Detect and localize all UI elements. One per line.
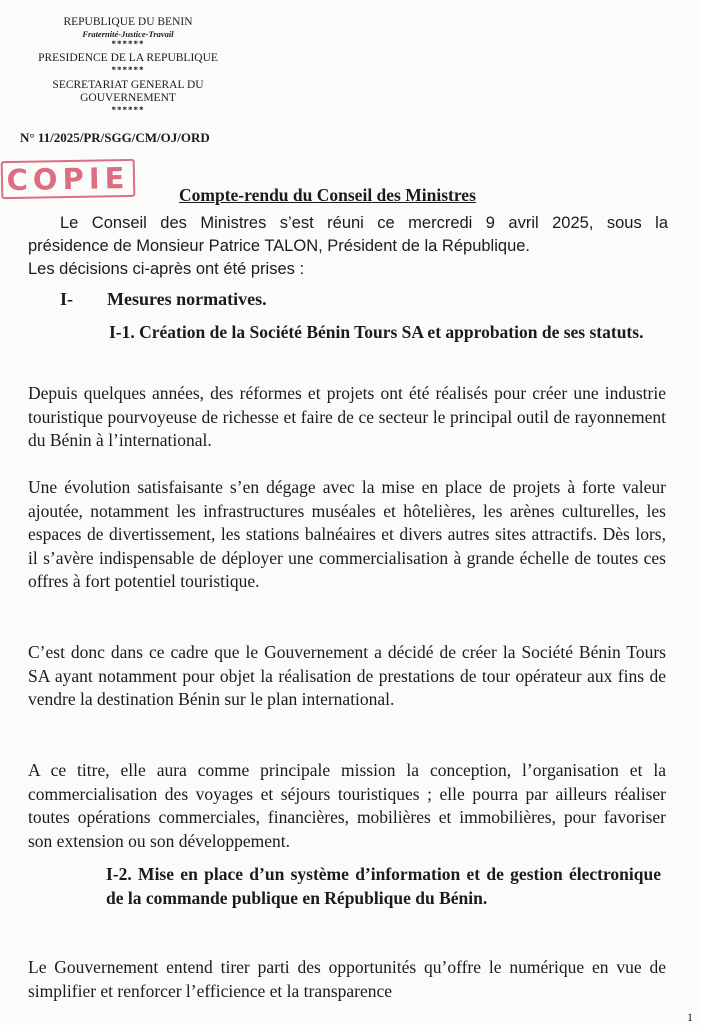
letterhead [28, 16, 228, 115]
section-number: I- [60, 289, 73, 309]
national-motto: Fraternité-Justice-Travail [82, 29, 174, 39]
subsection-1-heading: I-1. Création de la Société Bénin Tours SA et approbation de ses statuts. [109, 322, 644, 342]
intro-line-1: Le Conseil des Ministres s’est réuni ce mercredi 9 avril 2025, sous la [60, 214, 668, 232]
page-number: 1 [687, 1010, 693, 1024]
separator-stars: ****** [111, 39, 145, 49]
intro-line-2: présidence de Monsieur Patrice TALON, Président de la République. [28, 237, 531, 255]
document-title: Compte-rendu du Conseil des Ministres [179, 185, 476, 205]
paragraph-3: C’est donc dans ce cadre que le Gouvernement a décidé de créer la Société Bénin Tours SA ayant notamment pour objet la réalisation de prestations de tour opérateur aux fins de vendre la destination Bénin sur le plan international. [28, 642, 666, 710]
paragraph-2: Une évolution satisfaisante s’en dégage avec la mise en place de projets à forte valeur ajoutée, notamment les infrastructures muséales et hôtelières, les arènes culturelles, les espaces de divertissement, les stations balnéaires et divers autres sites attractifs. Dès lors, il s’avère indispensable de déployer une commercialisation à grande échelle de toutes ces offres à fort potentiel touristique. [28, 477, 666, 592]
republic-name: REPUBLIQUE DU BENIN [63, 16, 193, 28]
copy-stamp: COPIE [1, 159, 136, 199]
separator-stars: ****** [111, 65, 145, 75]
paragraph-1: Depuis quelques années, des réformes et projets ont été réalisés pour créer une industrie touristique pourvoyeuse de richesse et faire de ce secteur le principal outil de rayonnement du Bénin à l’international. [28, 383, 666, 451]
section-heading [60, 289, 267, 310]
secretariat-name-line2: GOUVERNEMENT [80, 92, 176, 104]
intro-line-3: Les décisions ci-après ont été prises : [28, 260, 305, 278]
presidency-name: PRESIDENCE DE LA REPUBLIQUE [38, 52, 218, 64]
paragraph-4: A ce titre, elle aura comme principale mission la conception, l’organisation et la commercialisation des voyages et séjours touristiques ; elle pourra par ailleurs réaliser toutes opérations commerciales, financières, mobilières et immobilières, pour favoriser son extension ou son développement. [28, 760, 666, 851]
section-title: Mesures normatives. [107, 289, 267, 309]
separator-stars: ****** [111, 105, 145, 115]
subsection-2-heading: I-2. Mise en place d’un système d’information et de gestion électronique de la commande publique en République du Bénin. [106, 864, 661, 908]
paragraph-5: Le Gouvernement entend tirer parti des opportunités qu’offre le numérique en vue de simplifier et renforcer l’efficience et la transparence [28, 957, 666, 1001]
secretariat-name-line1: SECRETARIAT GENERAL DU [52, 79, 204, 91]
intro-text [28, 212, 668, 281]
document-reference: N° 11/2025/PR/SGG/CM/OJ/ORD [20, 130, 210, 145]
